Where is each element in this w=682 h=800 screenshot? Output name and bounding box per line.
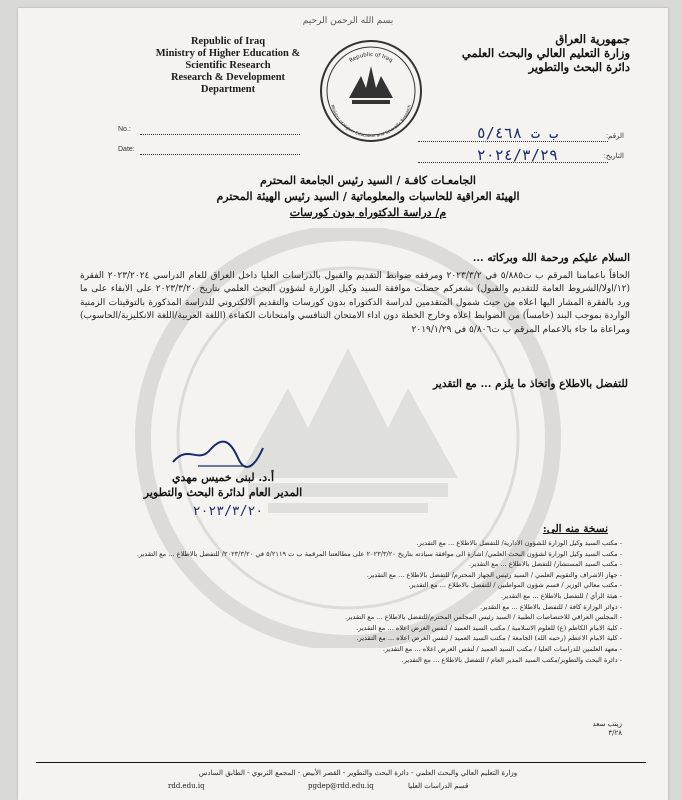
copy-recipient: - مكتب السيد وكيل الوزارة للشؤون الادارية/ للتفضل بالاطلاع ... مع التقدير. (62, 538, 622, 549)
no-dotline-en (140, 134, 300, 136)
initials-date: ٣/٢٨ (608, 729, 622, 737)
letterhead-en-line: Ministry of Higher Education & (155, 48, 301, 59)
seal-text-top: Republic of Iraq (348, 51, 394, 65)
copies-title: نسخة منه الى: (542, 523, 608, 535)
body-paragraph: الحاقاً باعمامنا المرقم ب ت٥/٨٨٥ في ٢٠٢٣/٣/٢ ومرفقه ضوابط التقديم والقبول بالدراسات العليا داخل العراق للعام الدراسي ٢٠٢٣/٢٠٢٤ الفقرة (١٢/اولا/الشروط العامة للتقديم والقبول) نشعركم حصلت موافقة السيد وكيل الوزارة لشؤون البحث العلمي بتاريخ ٢٠٢٣/٣/٢٠ على الابقاء على ما ورد بالفقرة المشار اليها اعلاه من حيث شمول المتقدمين لدراسة الدكتوراه بدون كورسات والتقديم الالكتروني للدراسة المذكورة بالتوقيتات الزمنية الواردة بموجب البند (خامساً) من الضوابط اعلاه وخارج الخطة دون اداء الامتحان التنافسي وامتحانات الكفاءة (اللغة العربية/اللغة الانكليزية/الحاسوب) ومراعاة ما جاء بالاعمام المرقم ب ت٥/٨٠٦ في ٢٠١٩/١/٢٩ (80, 271, 631, 335)
letterhead-en-line: Research & Development (170, 72, 286, 83)
footer-address: وزارة التعليم العالي والبحث العلمي - دائرة البحث والتطوير - القصر الأبيض - المجمع التربوي - الطابق السادس (198, 769, 518, 777)
letterhead-ar-line: دائرة البحث والتطوير (528, 60, 630, 74)
letterhead-en-line: Republic of Iraq (190, 36, 266, 47)
letterhead-ar-line: جمهورية العراق (555, 32, 630, 46)
basmala: بسم الله الرحمن الرحيم (302, 16, 394, 26)
date-dotline-ar (418, 162, 608, 164)
greeting: السلام عليكم ورحمة الله وبركاته ... (472, 252, 630, 264)
copies-list (62, 538, 622, 665)
copy-recipient: - كلية الامام الاعظم (رحمه الله) الجامعة / مكتب السيد العميد / لنفس الغرض اعلاه ... مع التقدير. (62, 633, 622, 644)
initials-name: زينب سعد (592, 720, 622, 728)
footer-email-label: قسم الدراسات العليا (408, 782, 469, 790)
copy-recipient: - مكتب معالي الوزير / قسم شؤون المواطنين / للتفضل بالاطلاع ... مع التقدير. (62, 580, 622, 591)
copy-recipient: - مكتب السيد وكيل الوزارة لشؤون البحث العلمي/ اشارة الى موافقة سيادته بتاريخ ٢٠٢٣/٣/٢٠ على مطالعتنا المرقمة ب ت ٥/٢١١٩ في ٢٠٢٣/٣/٢٠/ للتفضل بالاطلاع ... مع التقدير. (62, 549, 622, 560)
copy-recipient: - هيئة الرأي / للتفضل بالاطلاع ... مع التقدير. (62, 591, 622, 602)
letter-date: ٢٠٢٤/٣/٢٩ (476, 146, 558, 164)
copy-recipient: - معهد العلمين للدراسات العليا / مكتب السيد العميد / لنفس الغرض اعلاه ... مع التقدير. (62, 644, 622, 655)
copy-recipient: - جهاز الاشراف والتقويم العلمي / السيد رئيس الجهاز المحترم/ للتفضل بالاطلاع ... مع التقدير. (62, 570, 622, 581)
footer-rule (36, 762, 646, 763)
addressee-commission: الهيئة العراقية للحاسبات والمعلوماتية / السيد رئيس الهيئة المحترم (216, 190, 520, 203)
signatory-name: أ.د. لبنى خميس مهدي (171, 471, 275, 484)
copy-recipient: - دوائر الوزارة كافة / للتفضل بالاطلاع ... مع التقدير. (62, 602, 622, 613)
letterhead-ar-line: وزارة التعليم العالي والبحث العلمي (461, 46, 630, 60)
signature-date: ٢٠٢٣/٣/٢٠ (192, 504, 264, 519)
seal-text-bottom: Ministry of Higher Education and Scientific Research (330, 104, 412, 139)
signatory-title: المدير العام لدائرة البحث والتطوير (143, 486, 303, 499)
ministry-seal-logo (316, 36, 426, 146)
footer-website[interactable]: rdd.edu.iq (168, 782, 205, 790)
copy-recipient: - المجلس العراقي للاختصاصات الطبية / السيد رئيس المجلس المحترم/للتفضل بالاطلاع ... مع التقدير. (62, 612, 622, 623)
reference-number: ب ت ٥/٤٦٨ (476, 124, 558, 142)
no-dotline-ar (418, 141, 608, 143)
no-label-ar: الرقم: (606, 133, 624, 140)
typist-initials (593, 720, 622, 738)
copy-recipient: - كلية الامام الكاظم (ع) للعلوم الاسلامية / مكتب السيد العميد / لنفس الغرض اعلاه ... مع التقدير. (62, 623, 622, 634)
no-label-en: No.: (118, 126, 131, 133)
date-label-ar: التاريخ: (603, 153, 624, 160)
copy-recipient: - مكتب السيد المستشار/ للتفضل بالاطلاع ... مع التقدير. (62, 559, 622, 570)
letter-page (18, 8, 668, 800)
letterhead-arabic (460, 32, 630, 74)
handwritten-signature (168, 438, 268, 470)
letterhead-english (118, 36, 338, 96)
copy-recipient: - دائرة البحث والتطوير/مكتب السيد المدير العام / للتفضل بالاطلاع ... مع التقدير. (62, 655, 622, 666)
closing-line: للتفضل بالاطلاع واتخاذ ما يلزم ... مع التقدير (433, 378, 628, 390)
addressee-universities: الجامعـات كافـة / السيد رئيس الجامعة المحترم (259, 174, 476, 187)
footer-email[interactable]: pgdep@rdd.edu.iq (308, 782, 374, 790)
letterhead-en-line: Scientific Research (185, 60, 271, 71)
letterhead-en-line: Department (200, 84, 256, 95)
date-dotline-en (140, 154, 300, 156)
subject-line: م/ دراسة الدكتوراه بدون كورسات (289, 206, 447, 219)
date-label-en: Date: (118, 146, 135, 153)
